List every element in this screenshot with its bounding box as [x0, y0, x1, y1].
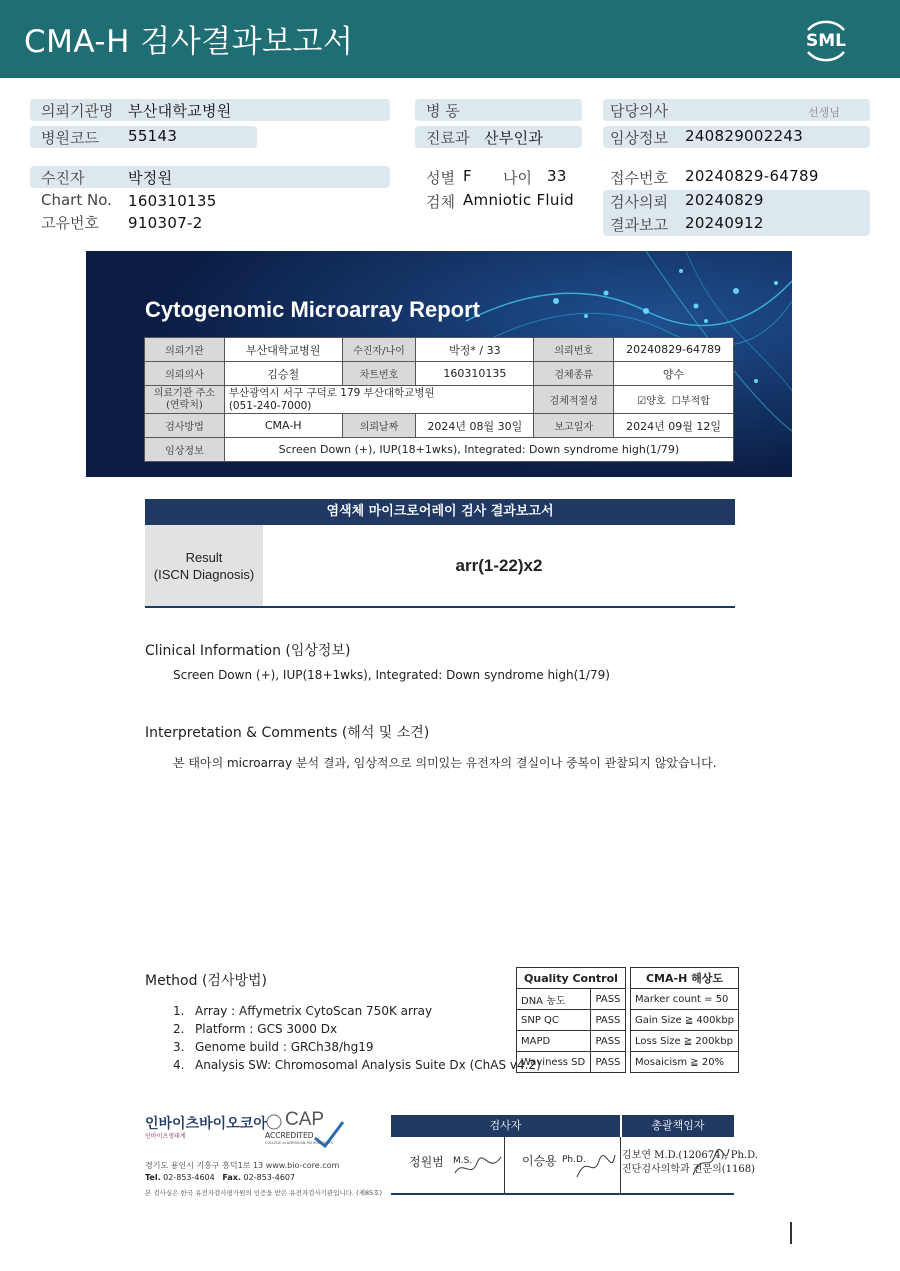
cell-chart-label: 차트번호 [342, 362, 416, 386]
director-line1: 김보연 M.D.(120674), Ph.D. [622, 1150, 758, 1161]
divider [620, 1137, 621, 1193]
method-item: 1. Array : Affymetrix CytoScan 750K array [173, 1004, 433, 1018]
resolution-row: Gain Size ≧ 400kbp [631, 1010, 739, 1031]
institution-value: 부산대학교병원 [128, 102, 232, 120]
unique-value: 910307-2 [128, 214, 203, 232]
report-summary-table [144, 337, 734, 462]
empty-box-icon: ☐ [671, 396, 681, 407]
banner-title: Cytogenomic Microarray Report [145, 297, 480, 322]
cell-repdate: 2024년 09월 12일 [614, 414, 734, 438]
cell-doctor-label: 의뢰의사 [145, 362, 225, 386]
specimen-value: Amniotic Fluid [463, 191, 574, 209]
department-value: 산부인과 [484, 129, 544, 147]
cap-sub: COLLEGE of AMERICAN PATHOLOGISTS [265, 1141, 333, 1145]
cell-repdate-label: 보고일자 [534, 414, 614, 438]
report-header [0, 0, 900, 78]
resolution-row: Loss Size ≧ 200kbp [631, 1031, 739, 1052]
signature-area [391, 1137, 758, 1195]
qc-result: PASS [591, 1010, 626, 1031]
company-note: 본 검사실은 한국 유전자검사평가원의 인증을 받은 유전자검사기관입니다. (제85호) [145, 1189, 383, 1197]
report-title: CMA-H 검사결과보고서 [24, 24, 354, 60]
cell-reqno-label: 의뢰번호 [534, 338, 614, 362]
qc-title: Quality Control [517, 968, 626, 989]
cell-patient-label: 수진자/나이 [342, 338, 416, 362]
cell-inst-label: 의뢰기관 [145, 338, 225, 362]
cell-reqno: 20240829-64789 [614, 338, 734, 362]
quality-control-table [516, 967, 626, 1073]
director-heading: 총괄책임자 [622, 1115, 734, 1137]
ward-label: 병 동 [426, 102, 460, 120]
cell-adequacy [614, 386, 734, 414]
interpretation-text: 본 태아의 microarray 분석 결과, 임상적으로 의미있는 유전자의 결실이나 중복이 관찰되지 않았습니다. [173, 756, 717, 770]
receipt-label: 접수번호 [610, 169, 668, 187]
report-label: 결과보고 [610, 216, 668, 234]
resolution-table [630, 967, 739, 1073]
cell-reqdate-label: 의뢰날짜 [342, 414, 416, 438]
receipt-value: 20240829-64789 [685, 167, 819, 185]
addr-label-line2: (연락처) [166, 399, 203, 411]
resolution-row: Marker count = 50 [631, 989, 739, 1010]
hospital-code-value: 55143 [128, 127, 178, 145]
cell-addr-label [145, 386, 225, 414]
chart-label: Chart No. [41, 191, 112, 209]
cell-inst: 부산대학교병원 [224, 338, 342, 362]
checked-box-icon: ☑ [637, 396, 647, 407]
page-mark [790, 1222, 792, 1244]
qc-name: SNP QC [517, 1010, 591, 1031]
qc-result: PASS [591, 1031, 626, 1052]
adequacy-bad: 부적합 [680, 396, 710, 407]
result-label-line2: (ISCN Diagnosis) [153, 567, 255, 582]
report-banner [86, 251, 792, 477]
company-contact: Tel. 02-853-4604 Fax. 02-853-4607 [145, 1173, 296, 1182]
request-label: 검사의뢰 [610, 193, 668, 211]
qc-result: PASS [591, 1052, 626, 1073]
cell-method-label: 검사방법 [145, 414, 225, 438]
method-item: 3. Genome build : GRCh38/hg19 [173, 1040, 374, 1054]
sex-value: F [463, 167, 472, 185]
adequacy-good: 양호 [646, 396, 666, 407]
patient-label: 수진자 [41, 169, 85, 187]
method-item: 2. Platform : GCS 3000 Dx [173, 1022, 338, 1036]
department-label: 진료과 [426, 129, 470, 147]
cell-addr [224, 386, 533, 414]
cap-text: CAP [285, 1109, 325, 1130]
chart-value: 160310135 [128, 192, 217, 210]
method-list [173, 1002, 541, 1074]
addr-label-line1: 의료기관 주소 [153, 387, 215, 399]
qc-result: PASS [591, 989, 626, 1010]
company-address: 경기도 용인시 기흥구 흥덕1로 13 www.bio-core.com [145, 1161, 340, 1170]
sex-label: 성별 [426, 169, 455, 187]
cap-accredited: ACCREDITED [265, 1131, 314, 1140]
qc-name: MAPD [517, 1031, 591, 1052]
institution-label: 의뢰기관명 [41, 102, 114, 120]
specimen-label: 검체 [426, 193, 455, 211]
clinical-value: 240829002243 [685, 127, 804, 145]
method-title: Method (검사방법) [145, 973, 267, 989]
address-text: 부산광역시 서구 구덕로 179 부산대학교병원 [228, 386, 435, 399]
report-value: 20240912 [685, 214, 764, 232]
director-line2: 진단검사의학과 전문의(1168) [622, 1164, 756, 1175]
tester1-degree: M.S. [453, 1156, 473, 1166]
cell-method: CMA-H [224, 414, 342, 438]
clinical-info-title: Clinical Information (임상정보) [145, 643, 351, 659]
result-label [145, 525, 263, 606]
cell-clinical-label: 임상정보 [145, 438, 225, 462]
result-value: arr(1-22)x2 [455, 556, 543, 575]
cell-clinical: Screen Down (+), IUP(18+1wks), Integrated: Down syndrome high(1/79) [224, 438, 733, 462]
qc-name: Waviness SD [517, 1052, 591, 1073]
age-label: 나이 [503, 169, 532, 187]
method-item: 4. Analysis SW: Chromosomal Analysis Suite Dx (ChAS v4.2) [173, 1058, 541, 1072]
tester2-degree: Ph.D. [562, 1155, 586, 1165]
resolution-title: CMA-H 해상도 [631, 968, 739, 989]
clinical-info-text: Screen Down (+), IUP(18+1wks), Integrated: Down syndrome high(1/79) [173, 668, 610, 682]
doctor-suffix: 선생님 [808, 106, 840, 119]
cell-doctor: 김승철 [224, 362, 342, 386]
result-heading: 염색체 마이크로어레이 검사 결과보고서 [145, 499, 735, 525]
phone-text: (051-240-7000) [228, 399, 312, 412]
logo-text: SML [806, 31, 846, 51]
company-name: 인바이츠바이오코아 [145, 1116, 267, 1132]
request-value: 20240829 [685, 191, 764, 209]
hospital-code-label: 병원코드 [41, 129, 99, 147]
doctor-label: 담당의사 [610, 102, 668, 120]
age-value: 33 [547, 167, 567, 185]
company-sub: 인바이츠생태계 [145, 1133, 186, 1140]
result-box [145, 525, 735, 608]
sml-logo [798, 12, 854, 68]
cell-spec: 양수 [614, 362, 734, 386]
result-label-line1: Result [185, 550, 223, 565]
tester1-name: 정원범 [409, 1155, 444, 1169]
unique-label: 고유번호 [41, 214, 99, 232]
divider [504, 1137, 505, 1193]
cell-spec-label: 검체종류 [534, 362, 614, 386]
tester-heading: 검사자 [391, 1115, 620, 1137]
qc-name: DNA 농도 [517, 989, 591, 1010]
resolution-row: Mosaicism ≧ 20% [631, 1052, 739, 1073]
tester2-name: 이승용 [522, 1154, 557, 1168]
tester1-signature [453, 1149, 503, 1183]
interpretation-title: Interpretation & Comments (해석 및 소견) [145, 725, 430, 741]
tester2-signature [573, 1149, 617, 1183]
cell-reqdate: 2024년 08월 30일 [416, 414, 534, 438]
clinical-label: 임상정보 [610, 129, 668, 147]
director-signature [691, 1145, 731, 1179]
cell-patient: 박정* / 33 [416, 338, 534, 362]
cell-adequacy-label: 검체적절성 [534, 386, 614, 414]
cell-chart: 160310135 [416, 362, 534, 386]
patient-value: 박정원 [128, 169, 173, 187]
